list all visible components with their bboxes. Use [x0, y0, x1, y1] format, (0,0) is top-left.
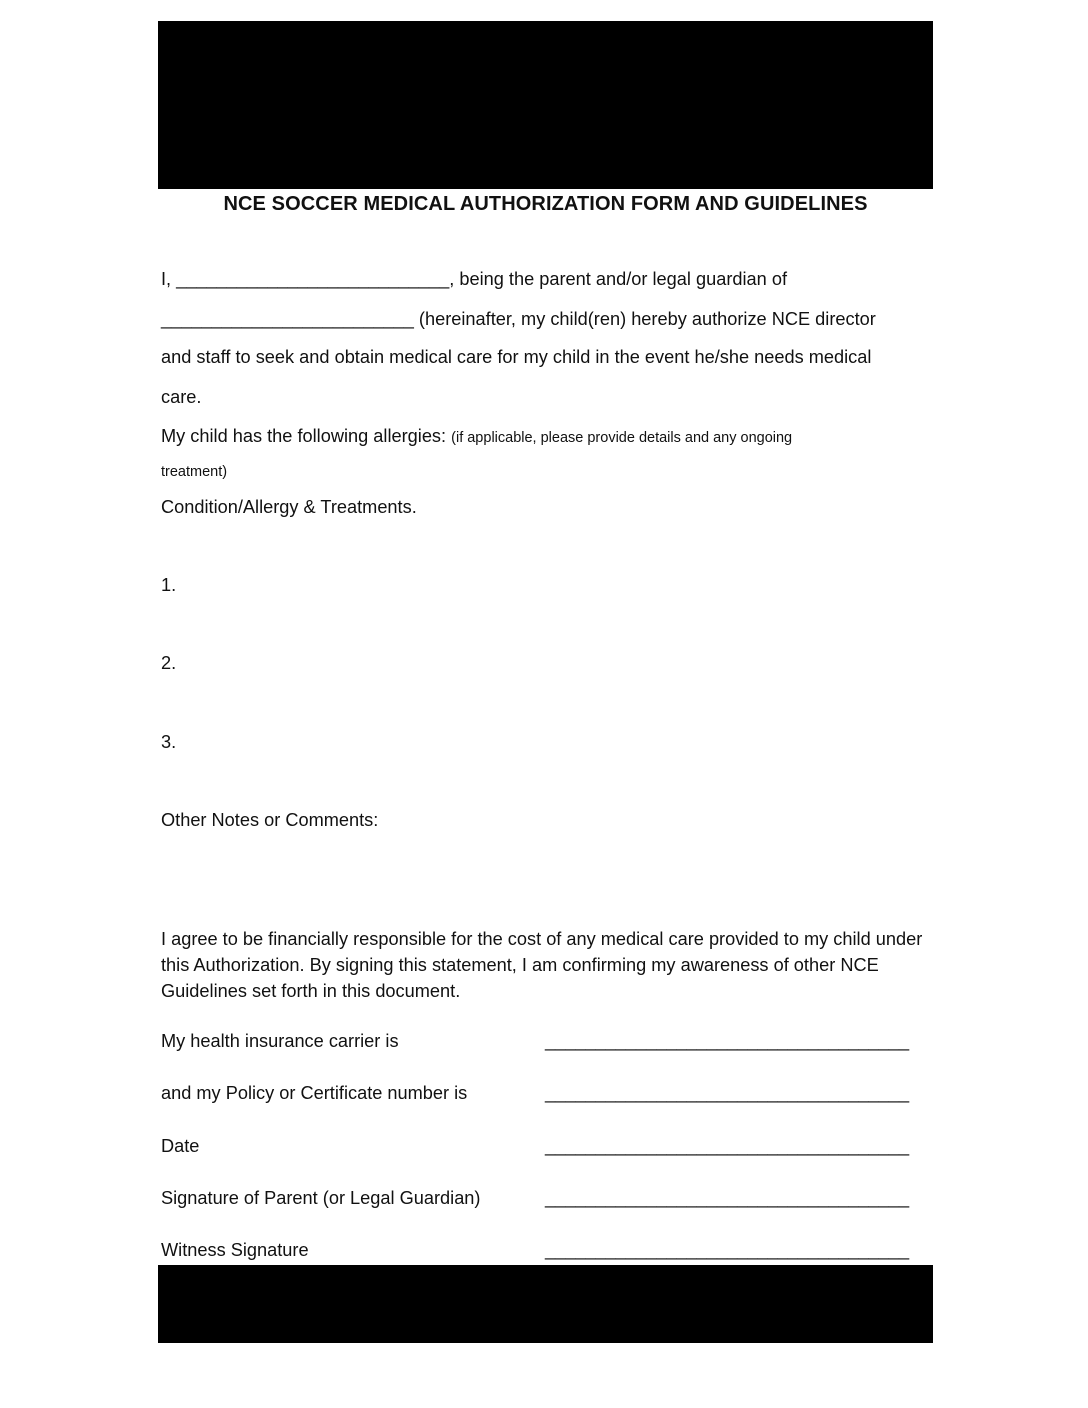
insurance-carrier-row: [161, 1031, 929, 1059]
insurance-carrier-field[interactable]: ____________________________________: [545, 1031, 910, 1051]
allergy-item-1: 1.: [161, 575, 177, 595]
condition-heading: Condition/Allergy & Treatments.: [161, 497, 417, 517]
allergies-note: (if applicable, please provide details and any ongoing: [451, 430, 793, 446]
notes-label: Other Notes or Comments:: [161, 810, 379, 830]
witness-signature-row: [161, 1240, 929, 1268]
parent-signature-field[interactable]: ____________________________________: [545, 1188, 910, 1208]
witness-signature-label: Witness Signature: [161, 1240, 309, 1260]
policy-number-field[interactable]: ____________________________________: [545, 1083, 910, 1103]
intro-line-4: care.: [161, 387, 202, 407]
intro-line-2: _________________________ (hereinafter, my child(ren) hereby authorize NCE director: [161, 309, 876, 329]
date-row: [161, 1136, 929, 1164]
date-field[interactable]: ____________________________________: [545, 1136, 910, 1156]
insurance-carrier-label: My health insurance carrier is: [161, 1031, 399, 1051]
allergies-line: [161, 426, 792, 447]
date-label: Date: [161, 1136, 200, 1156]
allergy-item-3: 3.: [161, 732, 177, 752]
redaction-block-top: [158, 21, 933, 189]
form-title: NCE SOCCER MEDICAL AUTHORIZATION FORM AND GUIDELINES: [223, 193, 868, 215]
policy-number-row: [161, 1083, 929, 1111]
policy-number-label: and my Policy or Certificate number is: [161, 1083, 468, 1103]
allergy-item-2: 2.: [161, 653, 177, 673]
intro-line-1: I, ___________________________, being the parent and/or legal guardian of: [161, 269, 787, 289]
intro-line-3: and staff to seek and obtain medical care for my child in the event he/she needs medical: [161, 347, 872, 367]
allergies-note-continued: treatment): [161, 464, 228, 480]
allergies-label: My child has the following allergies:: [161, 426, 452, 446]
parent-signature-row: [161, 1188, 929, 1216]
witness-signature-field[interactable]: ____________________________________: [545, 1240, 910, 1260]
redaction-block-bottom: [158, 1265, 933, 1343]
agreement-paragraph: I agree to be financially responsible for the cost of any medical care provided to my child under this Authorization. By signing this statement, I am confirming my awareness of other NCE Guidelines set forth in this document.: [161, 929, 923, 1001]
parent-signature-label: Signature of Parent (or Legal Guardian): [161, 1188, 481, 1208]
